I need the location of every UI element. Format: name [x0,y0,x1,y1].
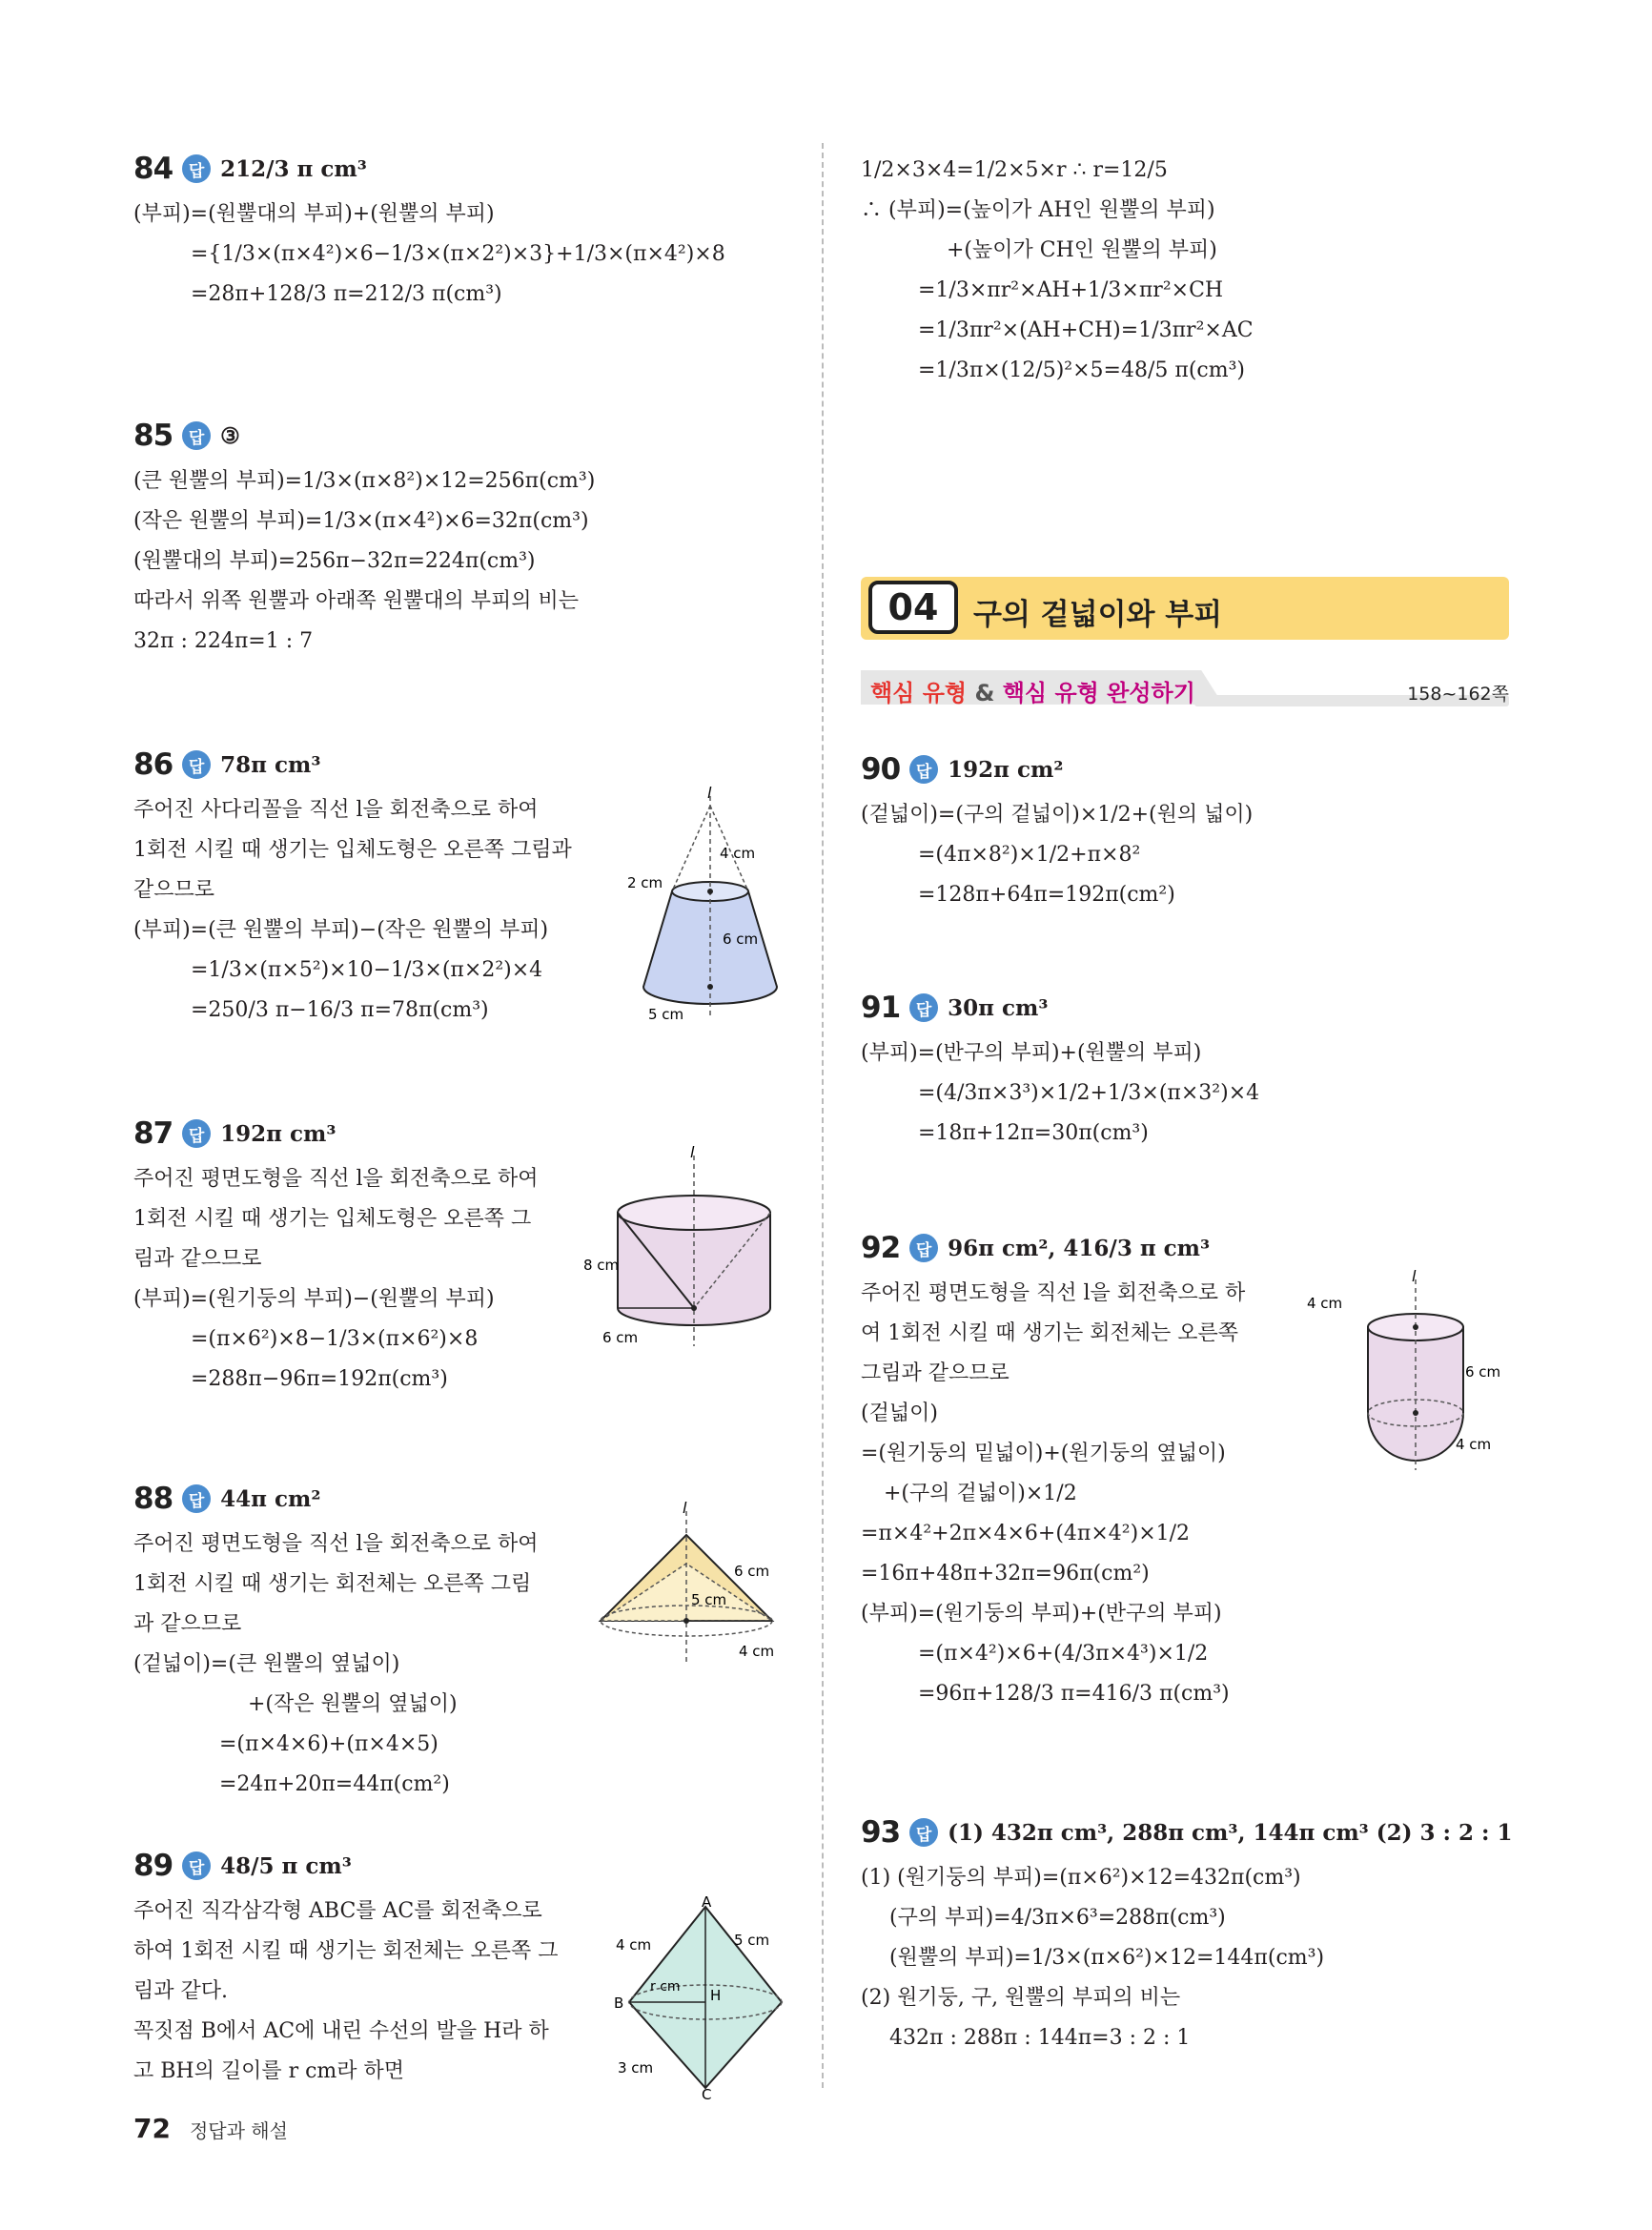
answer-badge: 답 [182,1852,211,1880]
answer: 192π cm³ [220,1120,337,1147]
answer-badge: 답 [182,154,211,183]
dim-label: r cm [650,1979,681,1995]
solution-line: 고 BH의 길이를 r cm라 하면 [133,2059,405,2083]
solution-line: +(구의 겉넓이)×1/2 [884,1482,1077,1505]
problem-91 [861,982,1519,1154]
page-range: 158~162쪽 [1407,684,1509,705]
problem-93 [861,1807,1519,2058]
answer: 44π cm² [220,1485,321,1512]
solution-line: =π×4²+2π×4×6+(4π×4²)×1/2 [861,1522,1191,1545]
solution-line: =28π+128/3 π=212/3 π(cm³) [191,282,502,306]
solution-line: (원뿔의 부피)=1/3×(π×6²)×12=144π(cm³) [889,1946,1325,1970]
page-number: 72 [133,2113,171,2144]
solution-line: ∴ (부피)=(높이가 AH인 원뿔의 부피) [861,198,1215,222]
page-footer [133,2113,288,2144]
problem-85 [133,410,791,662]
solution-line: 따라서 위쪽 원뿔과 아래쪽 원뿔대의 부피의 비는 [133,589,580,613]
solution-line: (부피)=(원기둥의 부피)−(원뿔의 부피) [133,1287,495,1311]
problem-92 [861,1222,1519,1714]
problem-number: 86 [133,747,173,782]
solution-line: 과 같으므로 [133,1612,242,1636]
solution-line: (1) (원기둥의 부피)=(π×6²)×12=432π(cm³) [861,1866,1301,1890]
answer: 30π cm³ [948,994,1049,1021]
solution-line: 림과 같다. [133,1979,228,2003]
section-title: 구의 겉넓이와 부피 [973,598,1223,632]
problem-number: 91 [861,991,901,1025]
solution-line: =96π+128/3 π=416/3 π(cm³) [918,1682,1230,1706]
dim-label: 4 cm [720,845,756,862]
problem-89 [133,1840,791,2103]
subsection-header [861,670,1509,708]
vertex-label: A [702,1893,712,1911]
dim-label: 8 cm [583,1257,620,1274]
problem-number: 84 [133,152,173,186]
answer: 96π cm², 416/3 π cm³ [948,1235,1211,1261]
answer-badge: 답 [182,1119,211,1148]
dim-label: 3 cm [618,2059,654,2077]
solution-line: (구의 부피)=4/3π×6³=288π(cm³) [889,1906,1226,1930]
dim-label: 6 cm [734,1563,770,1580]
solution-line: =(π×4×6)+(π×4×5) [219,1732,438,1756]
solution-line: 림과 같으므로 [133,1247,262,1271]
dim-label: 4 cm [616,1936,652,1954]
dim-label: 6 cm [602,1329,639,1346]
answer: 78π cm³ [220,751,321,778]
problem-number: 92 [861,1231,901,1265]
solution-line: (겉넓이)=(구의 겉넓이)×1/2+(원의 넓이) [861,803,1254,827]
solution-line: =18π+12π=30π(cm³) [918,1121,1149,1145]
problem-number: 88 [133,1482,173,1516]
solution-line: 1/2×3×4=1/2×5×r ∴ r=12/5 [861,158,1168,182]
solution-line: (부피)=(원뿔대의 부피)+(원뿔의 부피) [133,202,495,226]
solution-line: (원뿔대의 부피)=256π−32π=224π(cm³) [133,549,536,573]
vertex-label: B [614,1995,624,2012]
solution-line: 여 1회전 시킬 때 생기는 회전체는 오른쪽 [861,1321,1238,1345]
solution-line: =(π×6²)×8−1/3×(π×6²)×8 [191,1327,479,1351]
answer-badge: 답 [182,421,211,450]
problem-84 [133,143,791,315]
problem-88 [133,1473,791,1805]
subsection-title-a: 핵심 유형 [870,680,968,706]
answer-badge: 답 [182,1484,211,1513]
answer: (1) 432π cm³, 288π cm³, 144π cm³ (2) 3 : 2 : 1 [948,1819,1513,1846]
solution-line: 주어진 평면도형을 직선 l을 회전축으로 하여 [133,1532,539,1556]
solution-line: +(작은 원뿔의 옆넓이) [248,1692,458,1716]
dim-label: 2 cm [627,874,663,891]
solution-line: =1/3π×(12/5)²×5=48/5 π(cm³) [918,358,1246,382]
solution-line: (부피)=(원기둥의 부피)+(반구의 부피) [861,1602,1222,1626]
solution-line: (부피)=(큰 원뿔의 부피)−(작은 원뿔의 부피) [133,918,549,942]
solution-line: =128π+64π=192π(cm²) [918,883,1175,907]
solution-line: =(4π×8²)×1/2+π×8² [918,843,1141,867]
double-cone-figure [610,1893,791,2103]
answer: 192π cm² [948,756,1064,783]
solution-line: =288π−96π=192π(cm³) [191,1367,448,1391]
solution-line: 32π : 224π=1 : 7 [133,629,314,653]
solution-line: 1회전 시킬 때 생기는 입체도형은 오른쪽 그림과 [133,838,572,862]
answer: 212/3 π cm³ [220,155,367,182]
axis-label: l [1412,1267,1417,1285]
solution-line: (큰 원뿔의 부피)=1/3×(π×8²)×12=256π(cm³) [133,469,596,493]
solution-line: 그림과 같으므로 [861,1361,1010,1385]
answer-badge: 답 [909,993,938,1022]
cylinder-hemisphere-figure [1301,1267,1519,1480]
solution-line: (겉넓이) [861,1401,938,1425]
dim-label: 6 cm [1465,1363,1501,1381]
solution-line: 432π : 288π : 144π=3 : 2 : 1 [889,2026,1191,2050]
solution-line: 같으므로 [133,878,215,902]
dim-label: 6 cm [723,931,759,948]
double-cone-figure [591,1499,791,1692]
problem-number: 87 [133,1116,173,1151]
dim-label: 4 cm [1456,1436,1492,1453]
problem-87 [133,1108,791,1400]
answer-badge: 답 [909,755,938,784]
footer-label: 정답과 해설 [189,2119,288,2142]
problem-86 [133,739,791,1031]
solution-line: ={1/3×(π×4²)×6−1/3×(π×2²)×3}+1/3×(π×4²)×8 [191,242,725,266]
section-header [861,577,1509,640]
problem-89-continued [861,151,1519,391]
frustum-figure [627,784,791,1034]
subsection-amp: & [967,680,1003,706]
solution-line: (2) 원기둥, 구, 원뿔의 부피의 비는 [861,1986,1181,2010]
solution-line: 하여 1회전 시킬 때 생기는 회전체는 오른쪽 그 [133,1939,559,1963]
column-divider [822,143,824,2088]
solution-line: 1회전 시킬 때 생기는 회전체는 오른쪽 그림 [133,1572,532,1596]
axis-label: l [683,1499,687,1517]
vertex-label: C [702,2086,712,2103]
solution-line: 주어진 직각삼각형 ABC를 AC를 회전축으로 [133,1899,542,1923]
answer-badge: 답 [909,1818,938,1847]
section-number: 04 [868,581,958,634]
cylinder-figure [583,1143,791,1356]
solution-line: =(원기둥의 밑넓이)+(원기둥의 옆넓이) [861,1442,1226,1465]
solution-line: =1/3×πr²×AH+1/3×πr²×CH [918,278,1224,302]
solution-line: =1/3πr²×(AH+CH)=1/3πr²×AC [918,318,1254,342]
dim-label: 5 cm [734,1932,770,1949]
answer: 48/5 π cm³ [220,1852,352,1879]
answer: ③ [220,422,240,449]
problem-number: 90 [861,752,901,787]
solution-line: (작은 원뿔의 부피)=1/3×(π×4²)×6=32π(cm³) [133,509,589,533]
solution-line: =(4/3π×3³)×1/2+1/3×(π×3²)×4 [918,1081,1260,1105]
problem-number: 93 [861,1815,901,1850]
solution-line: 주어진 평면도형을 직선 l을 회전축으로 하여 [133,1167,539,1191]
solution-line: =24π+20π=44π(cm²) [219,1772,450,1796]
solution-line: 주어진 평면도형을 직선 l을 회전축으로 하 [861,1281,1246,1305]
solution-line: =(π×4²)×6+(4/3π×4³)×1/2 [918,1642,1209,1666]
subsection-title [870,674,1195,707]
solution-line: =1/3×(π×5²)×10−1/3×(π×2²)×4 [191,958,543,982]
dim-label: 4 cm [1307,1295,1343,1312]
solution-line: =250/3 π−16/3 π=78π(cm³) [191,998,489,1022]
axis-label: l [707,784,712,802]
problem-number: 85 [133,419,173,453]
solution-line: (겉넓이)=(큰 원뿔의 옆넓이) [133,1652,400,1676]
solution-line: 주어진 사다리꼴을 직선 l을 회전축으로 하여 [133,798,539,822]
dim-label: 4 cm [739,1643,775,1660]
solution-line: 1회전 시킬 때 생기는 입체도형은 오른쪽 그 [133,1207,532,1231]
vertex-label: H [710,1987,722,2004]
axis-label: l [690,1143,695,1161]
problem-number: 89 [133,1849,173,1883]
solution-line: (부피)=(반구의 부피)+(원뿔의 부피) [861,1041,1202,1065]
solution-line: =16π+48π+32π=96π(cm²) [861,1562,1150,1586]
answer-badge: 답 [182,750,211,779]
solution-line: +(높이가 CH인 원뿔의 부피) [947,238,1217,262]
subsection-title-b: 핵심 유형 완성하기 [1002,680,1195,706]
answer-badge: 답 [909,1234,938,1262]
dim-label: 5 cm [691,1591,727,1608]
dim-label: 5 cm [648,1006,684,1023]
solution-line: 꼭짓점 B에서 AC에 내린 수선의 발을 H라 하 [133,2019,549,2043]
problem-90 [861,744,1519,915]
